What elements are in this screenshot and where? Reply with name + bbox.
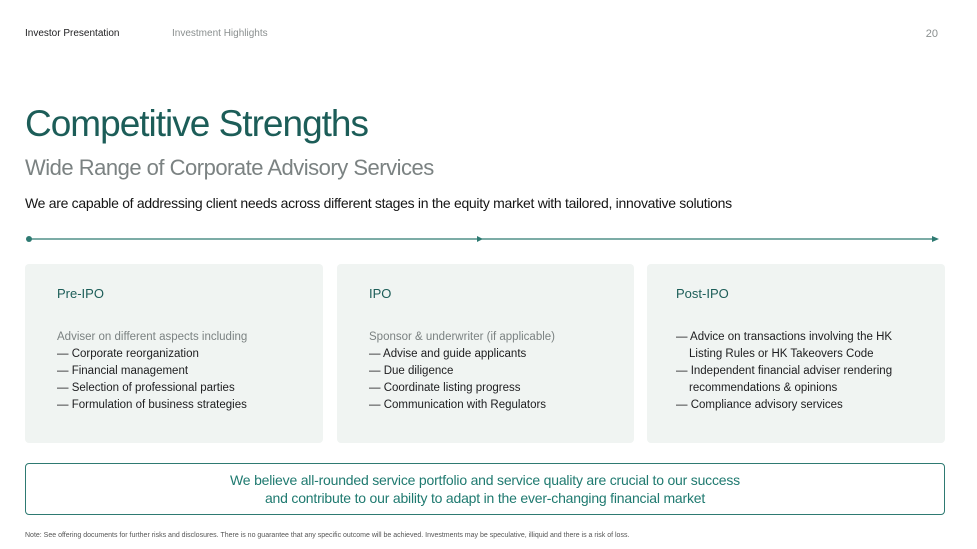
list-item: — Due diligence <box>369 365 454 377</box>
list-item: recommendations & opinions <box>689 382 838 394</box>
card-intro: Sponsor & underwriter (if applicable) <box>369 331 556 343</box>
page-title: Competitive Strengths <box>25 103 369 144</box>
lead-statement: We are capable of addressing client needs across different stages in the equity market with tailored, innovative solutions <box>25 195 732 211</box>
section-label: Investment Highlights <box>172 28 268 39</box>
list-item: — Coordinate listing progress <box>369 382 521 394</box>
list-item: Listing Rules or HK Takeovers Code <box>689 348 874 360</box>
list-item: — Formulation of business strategies <box>57 399 247 411</box>
list-item: — Independent financial adviser rendering <box>676 365 893 377</box>
footnote: Note: See offering documents for further risks and disclosures. There is no guarantee that any specific outcome will be achieved. Investments may be speculative, illiquid and there is a risk of loss. <box>25 532 630 539</box>
page-subtitle: Wide Range of Corporate Advisory Services <box>25 155 434 180</box>
card-ipo <box>337 264 634 443</box>
list-item: — Advice on transactions involving the HK <box>676 331 893 343</box>
list-item: — Corporate reorganization <box>57 348 199 360</box>
card-post-ipo <box>647 264 945 443</box>
card-intro: Adviser on different aspects including <box>57 331 248 343</box>
page-number: 20 <box>925 28 938 40</box>
list-item: — Financial management <box>57 365 189 377</box>
document-title: Investor Presentation <box>25 28 120 39</box>
card-title: Pre-IPO <box>57 286 104 301</box>
list-item: — Communication with Regulators <box>369 399 547 411</box>
banner-line: We believe all-rounded service portfolio and service quality are crucial to our success <box>230 472 740 488</box>
banner-line: and contribute to our ability to adapt in the ever-changing financial market <box>264 490 706 506</box>
list-item: — Compliance advisory services <box>676 399 843 411</box>
list-item: — Selection of professional parties <box>57 382 235 394</box>
timeline-arrow <box>25 232 945 246</box>
card-title: Post-IPO <box>676 286 729 301</box>
card-pre-ipo <box>25 264 323 443</box>
timeline-end-arrowhead <box>932 236 939 242</box>
summary-banner <box>25 463 945 515</box>
timeline-start-dot <box>26 236 32 242</box>
list-item: — Advise and guide applicants <box>369 348 527 360</box>
card-title: IPO <box>369 286 392 301</box>
timeline-mid-arrowhead <box>477 236 483 242</box>
